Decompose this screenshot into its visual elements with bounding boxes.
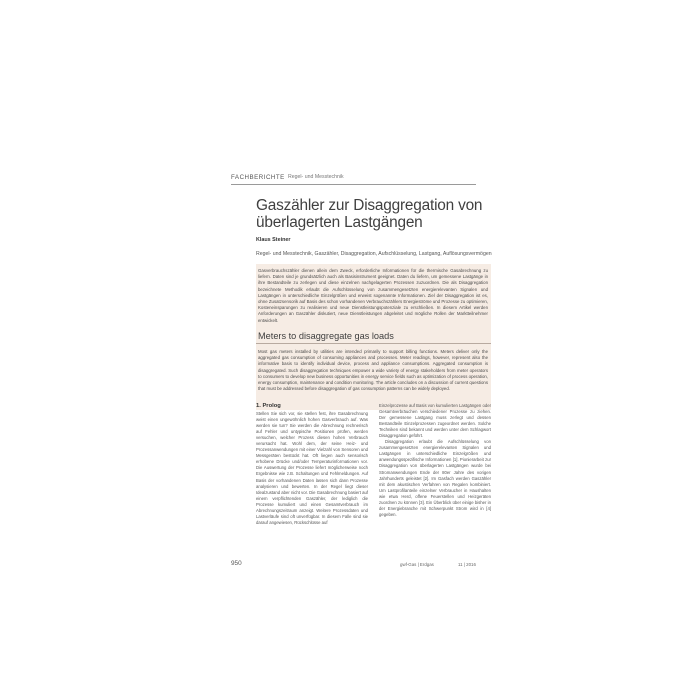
header-subsection: Regel- und Messtechnik	[288, 174, 344, 180]
body-paragraph: Disaggregation erlaubt die Aufschlüsselung von zusammengesetzten energierelevanten Signalen und Lastgängen in unterschiedliche Einzelgrößen und anwendungsspezifische Informationen [1]. Pionierarbeit zur Disaggregation von überlagerten Lastgängen wurde bei Stromanwendungen Ende der 80er Jahre des vorigen Jahrhunderts geleistet [2]. Im Gasfach werden Gaszähler mit dem akustischen Verfahren von Regalen kombiniert. Um Lastprofilanteile einzelner Verbraucher in Haushalten wie etwa Herd, offene Feuerstellen und Heizgeräten zuordnen zu können [3]. Ein Überblick über einige bisher in der Energiebranche mit Schwerpunkt Strom wird in [4] gegeben.	[379, 439, 491, 517]
author-name: Klaus Steiner	[256, 237, 291, 243]
article-title	[256, 197, 491, 231]
header-section: FACHBERICHTE	[231, 174, 285, 181]
running-header	[231, 174, 476, 184]
title-line-2: überlagerten Lastgängen	[256, 214, 423, 231]
page-number: 950	[231, 560, 242, 567]
footer-journal: gwf-Gas | Erdgas	[400, 562, 434, 567]
abstract-divider	[256, 343, 491, 344]
body-column-right	[379, 403, 491, 518]
body-paragraph: Stellen Sie sich vor, sie stellen fest, ihre Gasabrechnung weist einen ungewöhnlich hohen Gasverbrauch auf. Was werden sie tun? Sie werden die Abrechnung rechnerisch auf Fehler und untypische Positionen prüfen, werden versuchen, welcher Prozess diesen hohen Verbrauch verursacht hat. Wohl dem, der seine Heiz- und Prozessanwendungen mit einer Vielzahl von Sensoren und Messgeräten bestückt hat. Oft liegen auch sensorisch erhobene Drücke und/oder Temperaturinformationen vor. Die Auswertung der Prozesse liefert möglicherweise noch Ergebnisse wie z.B. Schaltungen und Fehlmeldungen. Auf Basis der vorhandenen Daten lassen sich dann Prozesse analysieren und bewerten. In der Regel liegt dieser Idealzustand aber nicht vor. Die Gasabrechnung basiert auf einem verpflichtenden Gaszähler, der lediglich die Prozesse kumuliert und einen Gesamtverbrauch im Abrechnungszeitraum anzeigt. Weitere Prozessdaten und Lastverläufe sind oft unverfügbar. In diesem Falle sind sie darauf angewiesen, Rückschlüsse auf	[256, 411, 368, 525]
body-paragraph: Einzelprozesse auf Basis von kumulierten Lastgängen oder Gesamtverbräuchen verschiedener Prozesse zu ziehen. Der gemessene Lastgang muss zerlegt und dessen Bestandteile Einzelprozessen zugeordnet werden. Solche Techniken sind bekannt und werden unter dem Schlagwort Disaggregation geführt.	[379, 403, 491, 439]
keywords: Regel- und Messtechnik, Gaszähler, Disaggregation, Aufschlüsselung, Lastgang, Auflösungsvermögen	[256, 251, 492, 257]
footer-issue: 11 | 2016	[458, 562, 476, 567]
abstract-english: Most gas meters installed by utilities are intended primarily to support billing functions. Meters deliver only the aggregated gas consumption of consuming appliances and processes. Meter readings, however, represent also the informative basis to identify individual device, process and appliance consumptions. Aggregated consumption is disaggregated. Such disaggregation techniques empower a wide variety of energy stakeholders from meter operators to consumers to develop new business opportunities in energy service fields such as optimization of process operation, energy consumption, maintenance and condition monitoring. The article concludes on a discussion of current questions that must be addressed before disaggregation of gas consumption patterns can be widely deployed.	[258, 349, 488, 392]
title-line-1: Gaszähler zur Disaggregation von	[256, 197, 483, 214]
body-column-left	[256, 403, 368, 526]
section-heading: 1. Prolog	[256, 403, 281, 409]
abstract-english-title: Meters to disaggregate gas loads	[258, 331, 394, 341]
header-divider	[231, 184, 476, 185]
abstract-german: Gasverbrauchszähler dienen allein dem Zweck, erforderliche Informationen für die thermische Gasabrechnung zu liefern. Daten sind je grundsätzlich auch als Basisinstrument geeignet. Daten du liefern, um gemessene Lastgänge in ihre Bestandteile zu zerlegen und diese einzelnen nachgelagerten Prozessen zuzuordnen. Die als Disaggregation bezeichnete Methodik erlaubt die Aufschlüsselung von zusammengesetzten energierelevanten Signalen und Lastgängen in unterschiedliche Einzelgrößen und erweist sogenannte Informationen. Ziel der Disaggregation ist es, ohne Zusatzsensorik auf Basis des schon vorhandenen Verbrauchszählers Energieströme und Prozesse zu optimieren, Kosteneinsparungen zu realisieren und neue Dienstleistungspotenziale zu erschließen. In diesem Artikel werden Anforderungen an Gaszähler diskutiert, neue Dienstleistungen abgeleitet und mögliche Rollen der Marktteilnehmer entwickelt.	[258, 268, 488, 323]
